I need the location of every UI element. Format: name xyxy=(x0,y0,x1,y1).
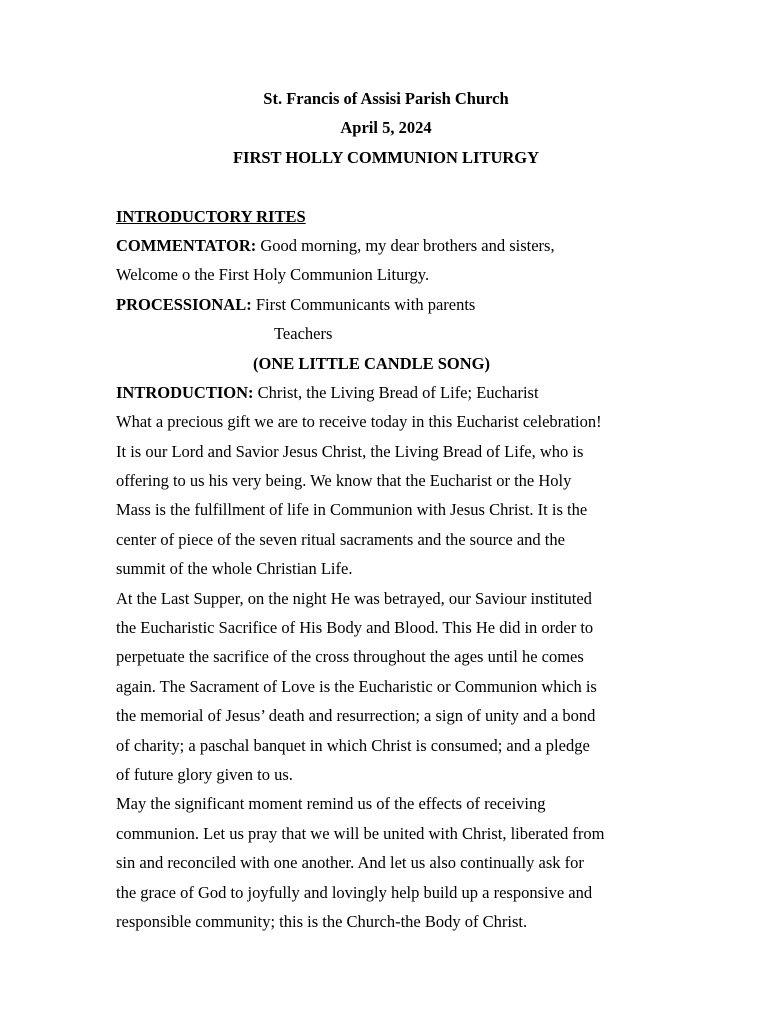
body-line: It is our Lord and Savior Jesus Christ, the Living Bread of Life, who is xyxy=(116,441,584,461)
body-line: offering to us his very being. We know that the Eucharist or the Holy xyxy=(116,471,572,491)
introduction-text: Christ, the Living Bread of Life; Eucharist xyxy=(253,382,539,402)
body-line: summit of the whole Christian Life. xyxy=(116,559,353,579)
body-line: of charity; a paschal banquet in which Christ is consumed; and a pledge xyxy=(116,735,590,755)
body-line: sin and reconciled with one another. And let us also continually ask for xyxy=(116,853,584,873)
body-line: At the Last Supper, on the night He was betrayed, our Saviour instituted xyxy=(116,588,592,608)
blank-line xyxy=(116,172,656,201)
body-line: May the significant moment remind us of the effects of receiving xyxy=(116,794,546,814)
song-title: (ONE LITTLE CANDLE SONG) xyxy=(253,353,491,373)
commentator-text: Good morning, my dear brothers and sisters, xyxy=(256,235,555,255)
body-line: again. The Sacrament of Love is the Eucharistic or Communion which is xyxy=(116,676,597,696)
body-line: the memorial of Jesus’ death and resurrection; a sign of unity and a bond xyxy=(116,706,596,726)
commentator-line xyxy=(116,231,656,260)
body-line: responsible community; this is the Church-the Body of Christ. xyxy=(116,911,528,931)
introduction-line xyxy=(116,378,656,407)
body-line: the Eucharistic Sacrifice of His Body and Blood. This He did in order to xyxy=(116,618,594,638)
body-line: What a precious gift we are to receive today in this Eucharist celebration! xyxy=(116,412,602,432)
body-line: perpetuate the sacrifice of the cross throughout the ages until he comes xyxy=(116,647,584,667)
body-line: communion. Let us pray that we will be united with Christ, liberated from xyxy=(116,823,605,843)
body-line: Mass is the fulfillment of life in Communion with Jesus Christ. It is the xyxy=(116,500,588,520)
commentator-label: COMMENTATOR: xyxy=(116,235,257,255)
liturgy-date: April 5, 2024 xyxy=(340,118,432,138)
body-line: the grace of God to joyfully and lovingly help build up a responsive and xyxy=(116,882,593,902)
processional-text: First Communicants with parents xyxy=(251,294,476,314)
processional-label: PROCESSIONAL: xyxy=(116,294,252,314)
document-title: FIRST HOLLY COMMUNION LITURGY xyxy=(232,147,540,167)
body-line: of future glory given to us. xyxy=(116,764,293,784)
document-page xyxy=(116,84,656,936)
processional-teachers: Teachers xyxy=(274,324,333,344)
body-line: center of piece of the seven ritual sacraments and the source and the xyxy=(116,529,565,549)
processional-line xyxy=(116,290,656,319)
section-heading: INTRODUCTORY RITES xyxy=(116,206,306,226)
welcome-line: Welcome o the First Holy Communion Liturgy. xyxy=(116,265,430,285)
parish-name: St. Francis of Assisi Parish Church xyxy=(263,89,509,108)
body-text xyxy=(116,407,656,936)
introduction-label: INTRODUCTION: xyxy=(116,382,254,402)
